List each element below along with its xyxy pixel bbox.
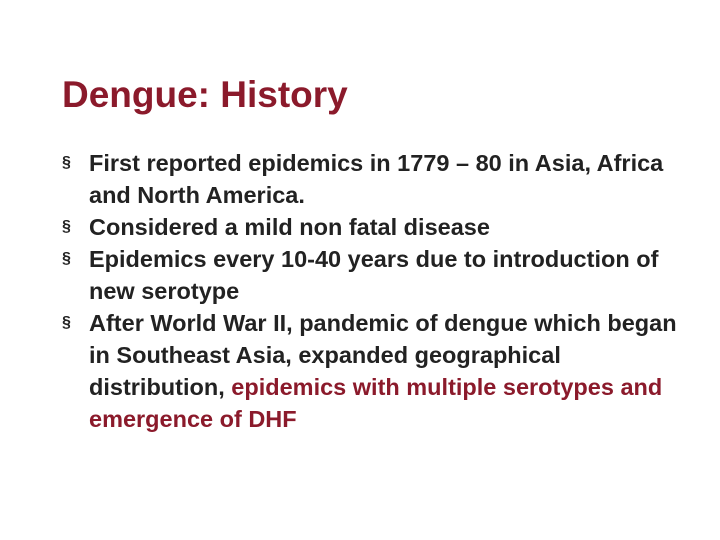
bullet-text: Epidemics every 10-40 years due to introduction of new serotype <box>89 246 659 304</box>
bullet-item-epidemics-every <box>62 243 702 307</box>
bullet-text <box>89 310 677 432</box>
bullet-marker-icon: § <box>62 218 71 235</box>
bullet-text-highlight: epidemics with multiple serotypes and emergence of DHF <box>89 374 663 432</box>
bullet-marker-icon: § <box>62 314 71 331</box>
bullet-text-plain: After World War II, pandemic of dengue which began in Southeast Asia, expanded geographical distribution, <box>89 310 677 400</box>
bullet-text: Considered a mild non fatal disease <box>89 214 490 240</box>
bullet-marker-icon: § <box>62 154 71 171</box>
bullet-list <box>62 147 702 435</box>
bullet-marker-icon: § <box>62 250 71 267</box>
bullet-text: First reported epidemics in 1779 – 80 in Asia, Africa and North America. <box>89 150 664 208</box>
slide-title: Dengue: History <box>62 74 348 115</box>
bullet-item-first-reported <box>62 147 702 211</box>
bullet-item-after-ww2 <box>62 307 702 435</box>
bullet-item-mild-disease <box>62 211 702 243</box>
